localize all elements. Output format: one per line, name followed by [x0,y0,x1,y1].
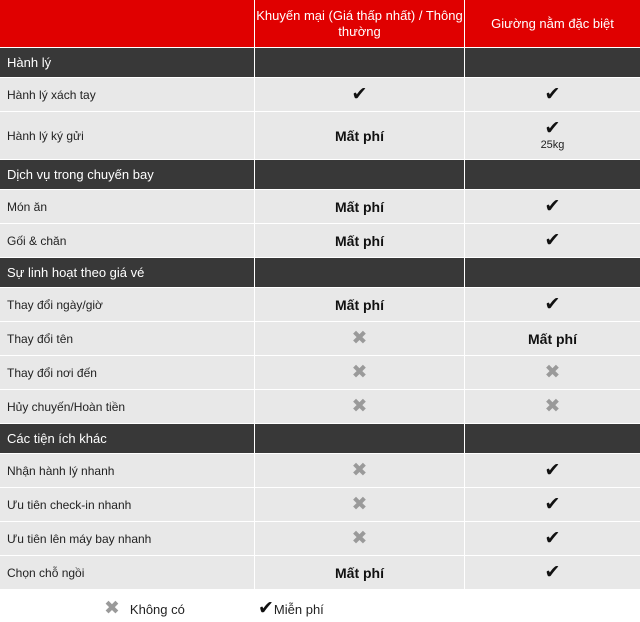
cross-icon: ✖ [351,493,368,515]
row-value-col3 [465,356,640,390]
section-title: Dịch vụ trong chuyến bay [0,160,255,190]
table-body [0,48,640,590]
row-label: Ưu tiên lên máy bay nhanh [0,522,255,556]
fee-label: Mất phí [335,232,384,249]
section-blank-cell [465,48,640,78]
row-value-col3 [465,488,640,522]
check-icon: ✔ [544,527,561,549]
row-label: Gối & chăn [0,224,255,258]
row-label: Hủy chuyến/Hoàn tiền [0,390,255,424]
check-icon: ✔ [544,493,561,515]
table-row [0,322,640,356]
section-blank-cell [465,424,640,454]
header-promo-fare: Khuyến mại (Giá thấp nhất) / Thông thường [255,0,465,48]
row-label: Thay đổi ngày/giờ [0,288,255,322]
check-icon: ✔ [544,293,561,315]
check-icon: ✔ [544,83,561,105]
row-value-col2 [255,112,465,160]
row-label: Ưu tiên check-in nhanh [0,488,255,522]
row-label: Thay đổi nơi đến [0,356,255,390]
section-blank-cell [465,160,640,190]
section-header-row [0,160,640,190]
section-blank-cell [255,424,465,454]
row-value-col3 [465,112,640,160]
check-icon: ✔ [544,459,561,481]
table-row [0,556,640,590]
row-value-col2 [255,288,465,322]
row-value-col2 [255,78,465,112]
row-value-col2 [255,224,465,258]
section-blank-cell [255,48,465,78]
row-value-col3 [465,454,640,488]
row-value-col2 [255,356,465,390]
row-label: Chọn chỗ ngồi [0,556,255,590]
section-header-row [0,424,640,454]
cross-icon: ✖ [544,361,561,383]
row-label: Thay đổi tên [0,322,255,356]
section-blank-cell [465,258,640,288]
row-value-col2 [255,522,465,556]
header-blank-cell [0,0,255,48]
cross-icon: ✖ [351,395,368,417]
cross-icon: ✖ [351,459,368,481]
row-value-col3 [465,224,640,258]
table-row [0,288,640,322]
fee-label: Mất phí [335,296,384,313]
table-row [0,112,640,160]
section-header-row [0,48,640,78]
check-icon: ✔ [258,598,274,619]
legend-not-available-label: Không có [129,601,185,617]
row-value-col3 [465,322,640,356]
row-value-col2 [255,190,465,224]
header-special-sleeper: Giường nằm đặc biệt [465,0,640,48]
row-value-col3 [465,390,640,424]
cross-icon: ✖ [351,527,368,549]
check-icon: ✔ [544,118,561,139]
section-header-row [0,258,640,288]
legend-free [258,600,324,618]
section-blank-cell [255,258,465,288]
table-row [0,390,640,424]
row-value-col2 [255,390,465,424]
legend [0,600,640,622]
row-value-col3 [465,288,640,322]
table-row [0,224,640,258]
row-label: Hành lý xách tay [0,78,255,112]
row-value-col3 [465,190,640,224]
check-icon: ✔ [544,229,561,251]
cross-icon: ✖ [104,598,120,619]
table-row [0,78,640,112]
legend-not-available [104,600,185,618]
row-value-col2 [255,454,465,488]
row-label: Món ăn [0,190,255,224]
legend-free-label: Miễn phí [273,601,324,617]
check-icon: ✔ [544,561,561,583]
row-value-col2 [255,556,465,590]
row-label: Nhận hành lý nhanh [0,454,255,488]
table-header-row [0,0,640,48]
check-icon: ✔ [351,83,368,105]
table-row [0,190,640,224]
section-blank-cell [255,160,465,190]
row-value-col3 [465,78,640,112]
fee-label: Mất phí [528,330,577,347]
section-title: Hành lý [0,48,255,78]
weight-allowance: 25kg [540,139,565,151]
row-value-col3 [465,522,640,556]
row-value-col2 [255,488,465,522]
table-row [0,488,640,522]
section-title: Các tiện ích khác [0,424,255,454]
fee-label: Mất phí [335,198,384,215]
table-row [0,522,640,556]
table-row [0,356,640,390]
cross-icon: ✖ [544,395,561,417]
check-icon: ✔ [544,195,561,217]
fee-label: Mất phí [335,127,384,144]
table-row [0,454,640,488]
fee-label: Mất phí [335,564,384,581]
row-value-col3 [465,556,640,590]
row-label: Hành lý ký gửi [0,112,255,160]
cross-icon: ✖ [351,361,368,383]
section-title: Sự linh hoạt theo giá vé [0,258,255,288]
row-value-col2 [255,322,465,356]
cross-icon: ✖ [351,327,368,349]
